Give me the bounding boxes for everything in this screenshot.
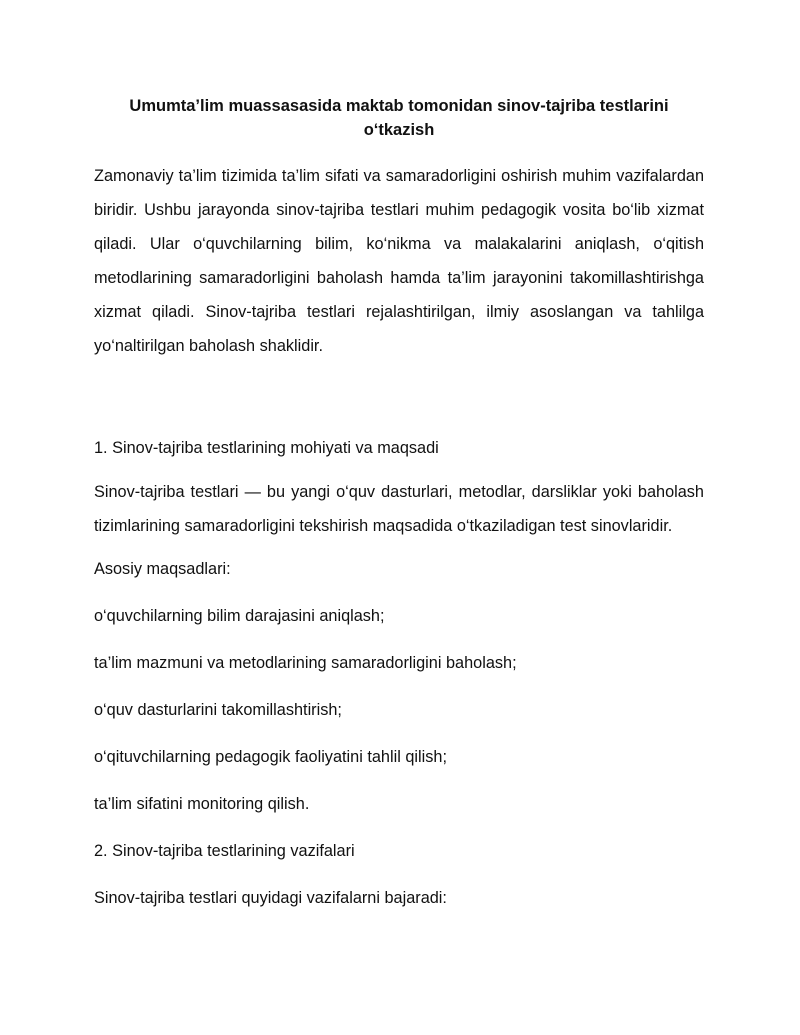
- section-2-heading: 2. Sinov-tajriba testlarining vazifalari: [94, 842, 355, 860]
- goal-item-2: ta’lim mazmuni va metodlarining samaradorligini baholash;: [94, 654, 517, 672]
- intro-paragraph: Zamonaviy ta’lim tizimida ta’lim sifati va samaradorligini oshirish muhim vazifalardan biridir. Ushbu jarayonda sinov-tajriba testlari muhim pedagogik vosita bo‘lib xizmat qiladi. Ular o‘quvchilarning bilim, ko‘nikma va malakalarini aniqlash, o‘qitish metodlarining samaradorligini baholash hamda ta’lim jarayonini takomillashtirishga xizmat qiladi. Sinov-tajriba testlari rejalashtirilgan, ilmiy asoslangan va tahlilga yo‘naltirilgan baholash shaklidir.: [94, 167, 704, 355]
- goal-item-3: o‘quv dasturlarini takomillashtirish;: [94, 701, 342, 719]
- blank-space: [94, 363, 704, 436]
- goal-item-1: o‘quvchilarning bilim darajasini aniqlash;: [94, 607, 385, 625]
- goal-item-4: o‘qituvchilarning pedagogik faoliyatini tahlil qilish;: [94, 748, 447, 766]
- document-title: Umumta’lim muassasasida maktab tomonidan sinov-tajriba testlarini o‘tkazish: [129, 97, 669, 139]
- goals-label: Asosiy maqsadlari:: [94, 560, 231, 578]
- section-1-heading: 1. Sinov-tajriba testlarining mohiyati va maqsadi: [94, 439, 439, 457]
- section-1-definition: Sinov-tajriba testlari — bu yangi o‘quv dasturlari, metodlar, darsliklar yoki baholash tizimlarining samaradorligini tekshirish maqsadida o‘tkaziladigan test sinovlaridir.: [94, 483, 704, 535]
- section-2-intro: Sinov-tajriba testlari quyidagi vazifalarni bajaradi:: [94, 889, 447, 907]
- goal-item-5: ta’lim sifatini monitoring qilish.: [94, 795, 310, 813]
- document-page: [94, 94, 704, 910]
